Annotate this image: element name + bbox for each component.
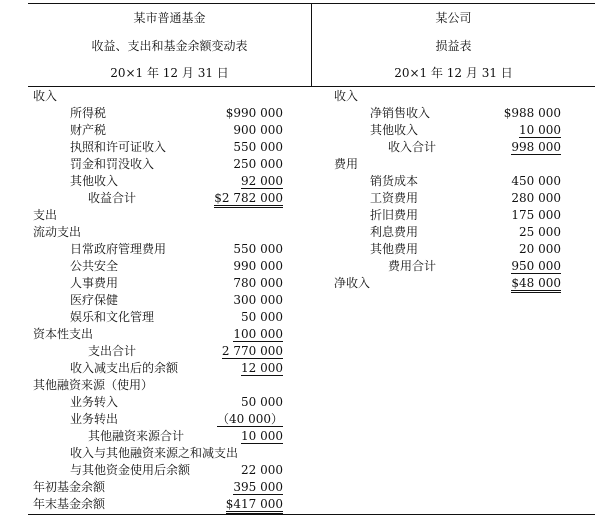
left-row-amount: $990 000 — [225, 106, 283, 120]
left-row-amount: 900 000 — [233, 123, 283, 137]
left-row-label: 娱乐和文化管理 — [70, 310, 155, 324]
left-row-label: 年末基金余额 — [33, 497, 106, 511]
right-row-label: 收入合计 — [388, 140, 437, 154]
left-row-amount: 50 000 — [241, 395, 283, 409]
right-row-amount — [480, 275, 561, 291]
left-row-amount: 550 000 — [233, 140, 283, 154]
left-row-label: 收入减支出后的余额 — [70, 361, 179, 375]
left-row-amount — [200, 326, 283, 342]
left-row-amount: 990 000 — [233, 259, 283, 273]
right-statement-date: 20×1 年 12 月 31 日 — [394, 66, 513, 80]
right-row-label: 费用合计 — [388, 259, 437, 273]
right-row-amount: 20 000 — [519, 242, 561, 256]
left-amount-underlined: 92 000 — [241, 174, 283, 188]
right-row-amount: 175 000 — [511, 208, 561, 222]
left-row-label: 业务转出 — [70, 412, 119, 426]
right-row-label: 利息费用 — [370, 225, 419, 239]
left-row-label: 所得税 — [70, 106, 107, 120]
left-row-amount: 50 000 — [241, 310, 283, 324]
left-amount-underlined: 2 770 000 — [221, 344, 283, 358]
right-row-amount: 450 000 — [511, 174, 561, 188]
left-row-label: 资本性支出 — [33, 327, 94, 341]
left-amount-underlined: 10 000 — [241, 429, 283, 443]
left-row-amount: 22 000 — [241, 463, 283, 477]
right-amount-underlined: 10 000 — [519, 123, 561, 137]
bottom-rule — [28, 514, 595, 515]
header-bottom-rule — [28, 86, 595, 87]
left-row-label: 罚金和罚没收入 — [70, 157, 155, 171]
left-row-amount — [200, 496, 283, 512]
left-row-label: 收入与其他融资来源之和减支出 — [70, 446, 239, 460]
left-row-label: 执照和许可证收入 — [70, 140, 167, 154]
left-row-amount: 550 000 — [233, 242, 283, 256]
right-row-label: 费用 — [334, 157, 359, 171]
left-row-label: 与其他资金使用后余额 — [70, 463, 191, 477]
right-amount-total: $48 000 — [511, 276, 561, 293]
right-row-amount: 280 000 — [511, 191, 561, 205]
left-row-label: 收益合计 — [88, 191, 137, 205]
left-amount-underlined: 395 000 — [233, 480, 283, 494]
left-row-label: 支出合计 — [88, 344, 137, 358]
left-entity-name: 某市普通基金 — [133, 11, 206, 25]
left-row-label: 流动支出 — [33, 225, 82, 239]
left-row-label: 医疗保健 — [70, 293, 119, 307]
left-amount-underlined: 100 000 — [233, 327, 283, 341]
right-row-label: 净销售收入 — [370, 106, 431, 120]
left-amount-underlined: （40 000） — [217, 412, 283, 426]
right-row-amount — [480, 258, 561, 274]
left-row-label: 收入 — [33, 89, 58, 103]
right-row-label: 工资费用 — [370, 191, 419, 205]
right-amount-underlined: 998 000 — [511, 140, 561, 154]
left-row-label: 财产税 — [70, 123, 107, 137]
right-row-amount: $988 000 — [503, 106, 561, 120]
left-row-label: 支出 — [33, 208, 58, 222]
right-row-label: 折旧费用 — [370, 208, 419, 222]
right-row-label: 其他收入 — [370, 123, 419, 137]
right-row-amount: 25 000 — [519, 225, 561, 239]
right-row-label: 收入 — [334, 89, 359, 103]
left-row-label: 其他收入 — [70, 174, 119, 188]
left-row-amount: 780 000 — [233, 276, 283, 290]
left-row-amount — [200, 343, 283, 359]
right-row-amount — [480, 139, 561, 155]
left-amount-total: $417 000 — [226, 497, 283, 514]
left-statement-date: 20×1 年 12 月 31 日 — [110, 66, 229, 80]
left-row-label: 日常政府管理费用 — [70, 242, 167, 256]
left-row-amount — [200, 428, 283, 444]
left-row-label: 其他融资来源合计 — [88, 429, 185, 443]
right-row-label: 其他费用 — [370, 242, 419, 256]
right-entity-name: 某公司 — [435, 11, 472, 25]
left-row-amount — [200, 411, 283, 427]
left-row-label: 其他融资来源（使用） — [33, 378, 154, 392]
left-row-amount: 300 000 — [233, 293, 283, 307]
left-amount-underlined: 12 000 — [241, 361, 283, 375]
right-row-label: 销货成本 — [370, 174, 419, 188]
right-statement-title: 损益表 — [435, 39, 472, 53]
right-row-label: 净收入 — [334, 276, 371, 290]
left-row-amount: 250 000 — [233, 157, 283, 171]
left-row-amount — [200, 190, 283, 206]
left-row-label: 人事费用 — [70, 276, 119, 290]
left-row-amount — [200, 360, 283, 376]
left-row-label: 业务转入 — [70, 395, 119, 409]
left-statement-title: 收益、支出和基金余额变动表 — [91, 39, 248, 53]
left-row-amount — [200, 173, 283, 189]
left-amount-total: $2 782 000 — [214, 191, 283, 208]
left-row-label: 公共安全 — [70, 259, 119, 273]
right-amount-underlined: 950 000 — [511, 259, 561, 273]
right-row-amount — [480, 122, 561, 138]
left-row-label: 年初基金余额 — [33, 480, 106, 494]
left-row-amount — [200, 479, 283, 495]
